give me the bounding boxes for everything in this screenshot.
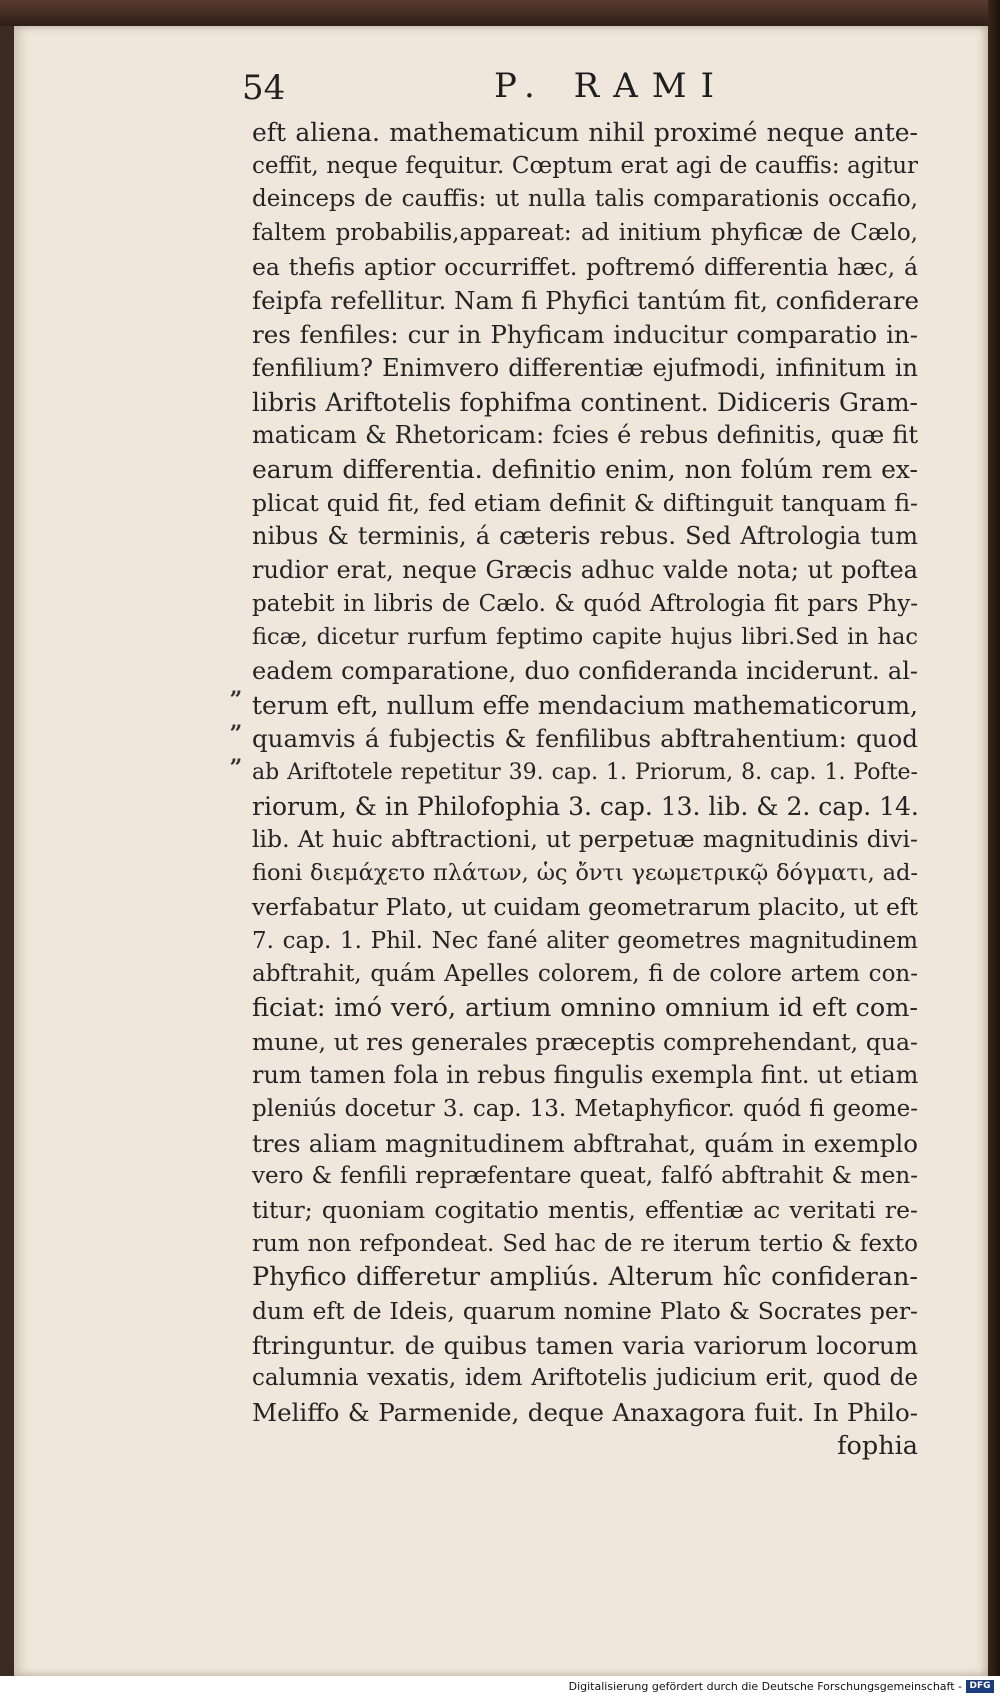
text-line: vero & fenfili repræfentare queat, falfó abftrahit & men- [252, 1163, 918, 1190]
text-line: 7. cap. 1. Phil. Nec fané aliter geometres magnitudinem [252, 927, 918, 954]
text-line: quamvis á fubjectis & fenfilibus abftrahentium: quod [252, 724, 918, 754]
running-head: P. RAMI [494, 66, 728, 106]
body-text [252, 116, 918, 1464]
book-edge-right [988, 0, 1000, 1680]
text-line: patebit in libris de Cælo. & quód Aftrologia fit pars Phy- [252, 590, 918, 617]
text-line: riorum, & in Philofophia 3. cap. 13. lib. & 2. cap. 14. [252, 791, 919, 821]
text-line: res fenfiles: cur in Phyficam inducitur comparatio in- [252, 320, 918, 350]
text-line: eft aliena. mathematicum nihil proximé neque ante- [252, 118, 918, 147]
text-line: ea thefis aptior occurriffet. poftremó differentia hæc, á [252, 252, 918, 281]
text-line: ceffit, neque fequitur. Cœptum erat agi de cauffis: agitur [252, 152, 918, 179]
text-line: rum non refpondeat. Sed hac de re iterum tertio & fexto [252, 1230, 918, 1257]
text-line: mune, ut res generales præceptis comprehendant, qua- [252, 1027, 918, 1056]
text-line: pleniús docetur 3. cap. 13. Metaphyficor. quód fi geome- [252, 1095, 918, 1122]
text-line: titur; quoniam cogitatio mentis, effentiæ ac veritati re- [252, 1196, 918, 1224]
text-line: dum eft de Ideis, quarum nomine Plato & Socrates per- [252, 1297, 918, 1326]
text-line: plicat quid fit, fed etiam definit & diftinguit tanquam fi- [252, 488, 918, 517]
text-line: abftrahit, quám Apelles colorem, fi de colore artem con- [252, 961, 918, 988]
text-line: libris Ariftotelis fophifma continent. Didiceris Gram- [252, 387, 918, 417]
page-number: 54 [242, 68, 286, 108]
text-line: ficæ, dicetur rurfum feptimo capite hujus libri.Sed in hac [252, 624, 918, 651]
text-line: Phyfico differetur ampliús. Alterum hîc confideran- [252, 1262, 918, 1293]
quote-mark: „ [230, 708, 243, 734]
text-line: verfabatur Plato, ut cuidam geometrarum placito, ut eft [252, 892, 918, 921]
quote-mark: „ [230, 742, 243, 768]
text-line: rudior erat, neque Græcis adhuc valde nota; ut poftea [252, 555, 918, 584]
text-line: ficiat: imó veró, artium omnino omnium id eft com- [252, 992, 918, 1023]
text-line: nibus & terminis, á cæteris rebus. Sed Aftrologia tum [252, 522, 918, 551]
text-line: ftringuntur. de quibus tamen varia variorum locorum [252, 1330, 918, 1360]
text-line: terum eft, nullum effe mendacium mathematicorum, [252, 690, 919, 720]
text-line: lib. At huic abftractioni, ut perpetuæ magnitudinis divi- [252, 825, 918, 854]
text-line: fenfilium? Enimvero differentiæ ejufmodi, infinitum in [252, 353, 918, 382]
text-line: maticam & Rhetoricam: fcies é rebus definitis, quæ fit [252, 421, 918, 450]
text-line: Meliffo & Parmenide, deque Anaxagora fuit. In Philo- [252, 1398, 918, 1428]
quote-mark: „ [230, 674, 243, 700]
text-line: fioni διεμάχετο πλάτων, ὡς ὄντι γεωμετρικῷ δόγματι, ad- [252, 860, 918, 887]
text-line: eadem comparatione, duo confideranda inciderunt. al- [252, 657, 918, 685]
catchword: fophia [837, 1430, 918, 1461]
page-header [14, 64, 988, 114]
text-line: faltem probabilis,appareat: ad initium phyficæ de Cælo, [252, 220, 918, 247]
text-line: feipfa refellitur. Nam fi Phyfici tantúm fit, confiderare [252, 286, 919, 316]
digitization-footer [0, 1676, 1000, 1699]
book-page [14, 26, 988, 1676]
text-line: tres aliam magnitudinem abftrahat, quám in exemplo [252, 1128, 918, 1158]
book-edge-top [0, 0, 1000, 26]
text-line: ab Ariftotele repetitur 39. cap. 1. Priorum, 8. cap. 1. Pofte- [252, 760, 918, 786]
text-line: calumnia vexatis, idem Ariftotelis judicium erit, quod de [252, 1365, 918, 1392]
text-line: earum differentia. definitio enim, non folúm rem ex- [252, 454, 918, 484]
dfg-logo-icon: DFG [966, 1680, 994, 1693]
text-line: deinceps de cauffis: ut nulla talis comparationis occafio, [252, 186, 918, 213]
footer-credit: Digitalisierung gefördert durch die Deutsche Forschungsgemeinschaft - [568, 1680, 962, 1693]
text-line: rum tamen fola in rebus fingulis exempla fint. ut etiam [252, 1061, 919, 1090]
